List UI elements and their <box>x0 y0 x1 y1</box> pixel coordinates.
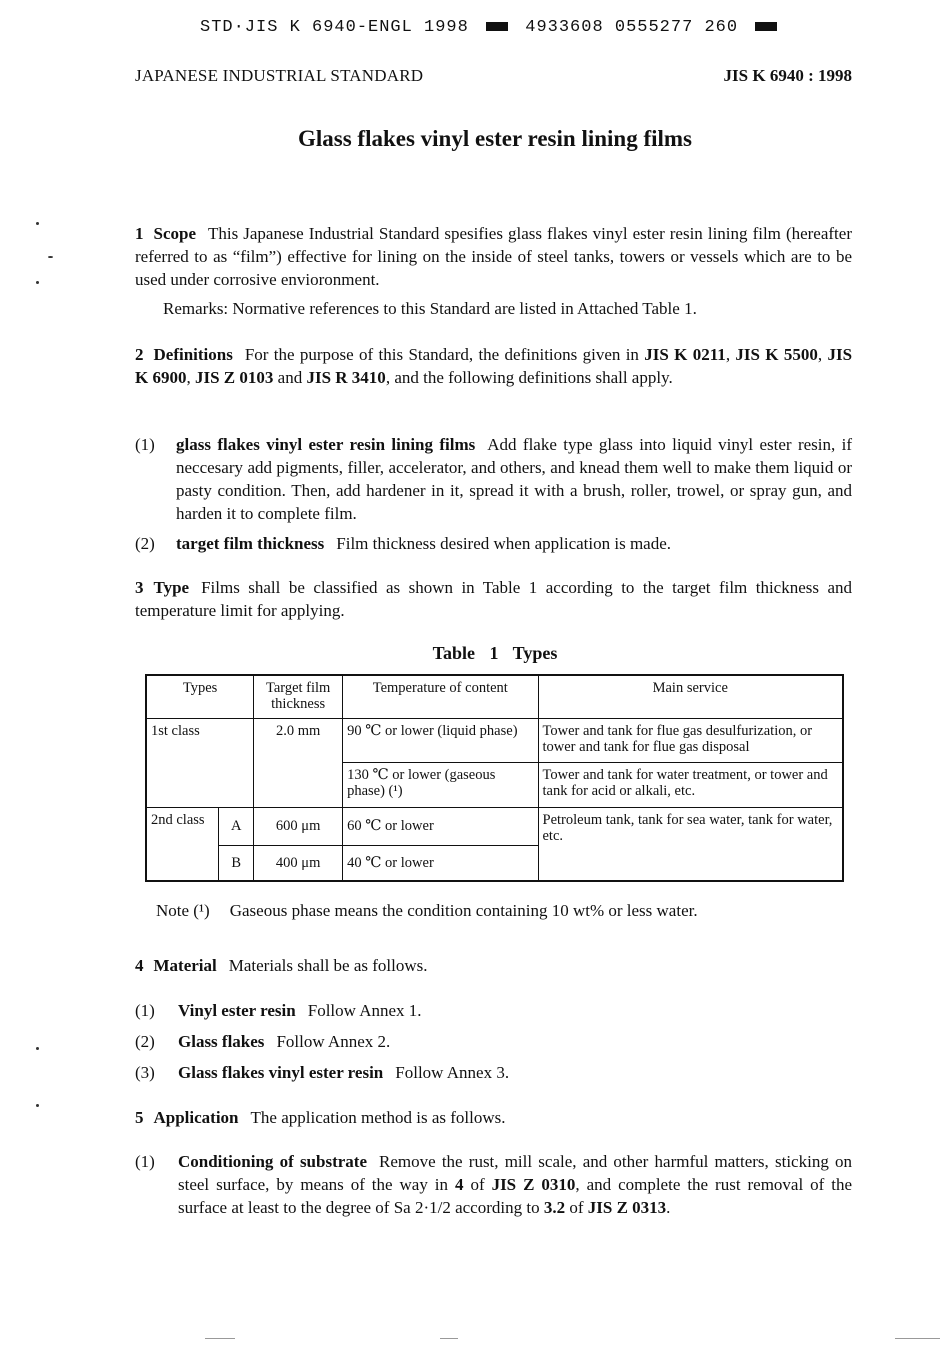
scan-speck <box>36 281 39 284</box>
section-heading: Definitions <box>153 345 233 364</box>
cell-thickness: 600 μm <box>254 807 343 845</box>
cell-subclass: A <box>219 807 254 845</box>
black-bar-icon <box>755 22 777 31</box>
scan-line <box>205 1338 235 1339</box>
material-term: Vinyl ester resin <box>178 1001 296 1020</box>
black-bar-icon <box>486 22 508 31</box>
item-label: (3) <box>135 1063 155 1082</box>
cell-service: Tower and tank for water treatment, or tower and tank for acid or alkali, etc. <box>538 762 843 807</box>
application-item <box>135 1150 852 1219</box>
document-code-line <box>200 18 800 37</box>
scan-line <box>440 1338 458 1339</box>
standard-number: JIS K 6940 : 1998 <box>723 66 852 85</box>
table-header-row <box>146 675 843 718</box>
item-label: (1) <box>135 1001 155 1020</box>
item-label: (1) <box>135 1152 155 1171</box>
item-label: (2) <box>135 1032 155 1051</box>
definition-text: Film thickness desired when application is made. <box>336 534 672 553</box>
section-number: 1 <box>135 224 144 243</box>
section-heading: Scope <box>153 224 196 243</box>
connector-of: of <box>569 1198 584 1217</box>
section-number: 4 <box>135 956 144 975</box>
material-item <box>135 1061 852 1084</box>
scan-line <box>895 1338 940 1339</box>
header-main-service: Main service <box>538 675 843 718</box>
separator: , <box>186 368 191 387</box>
material-text: Follow Annex 3. <box>395 1063 510 1082</box>
separator: , <box>725 345 731 364</box>
types-table <box>145 674 844 882</box>
connector-of: of <box>470 1175 485 1194</box>
reference-jis-k-5500: JIS K 5500 <box>735 345 818 364</box>
cell-temperature: 40 ℃ or lower <box>343 845 538 881</box>
definitions-text: For the purpose of this Standard, the definitions given in <box>244 345 639 364</box>
scan-speck <box>36 1104 39 1107</box>
material-paragraph <box>135 954 852 977</box>
type-paragraph <box>135 576 852 622</box>
conjunction: and <box>277 368 303 387</box>
section-heading: Application <box>153 1108 239 1127</box>
note-label: Note (¹) <box>156 901 210 920</box>
definition-term: target film thickness <box>176 534 325 553</box>
application-text: Remove the rust, mill scale, and other harmful matters, sticking on steel surface, by means of the way in <box>178 1152 852 1194</box>
scope-text: This Japanese Industrial Standard spesifies glass flakes vinyl ester resin lining film (hereafter referred to as “film”) effective for lining on the inside of steel tanks, towers or vessels which are to be used under corrosive envioronment. <box>135 224 852 289</box>
table-row <box>146 718 843 762</box>
reference-jis-k-6900: JIS K 6900 <box>135 345 853 387</box>
reference-clause-3-2: 3.2 <box>543 1198 566 1217</box>
type-text: Films shall be classified as shown in Table 1 according to the target film thickness and temperature limit for applying. <box>135 578 852 620</box>
document-barcode-number: 4933608 0555277 260 <box>525 18 739 37</box>
cell-temperature: 90 ℃ or lower (liquid phase) <box>343 718 538 762</box>
cell-service: Petroleum tank, tank for sea water, tank for water, etc. <box>538 807 843 881</box>
separator: , <box>817 345 823 364</box>
cell-class: 1st class <box>146 718 254 807</box>
reference-jis-k-0211: JIS K 0211 <box>644 345 726 364</box>
definition-item <box>135 433 852 525</box>
sentence-end: . <box>666 1198 671 1217</box>
material-item <box>135 1030 852 1053</box>
document-code: STD·JIS K 6940-ENGL 1998 <box>200 18 469 37</box>
standard-label: JAPANESE INDUSTRIAL STANDARD <box>135 66 424 85</box>
cell-temperature: 60 ℃ or lower <box>343 807 538 845</box>
scan-speck <box>36 222 39 225</box>
material-term: Glass flakes vinyl ester resin <box>178 1063 384 1082</box>
cell-service: Tower and tank for flue gas desulfurization, or tower and tank for flue gas disposal <box>538 718 843 762</box>
cell-subclass: B <box>219 845 254 881</box>
scope-remark: Remarks: Normative references to this Standard are listed in Attached Table 1. <box>163 299 697 318</box>
cell-temperature: 130 ℃ or lower (gaseous phase) (¹) <box>343 762 538 807</box>
reference-clause-4: 4 <box>454 1175 464 1194</box>
item-label: (2) <box>135 534 155 553</box>
material-item <box>135 999 852 1022</box>
cell-thickness: 400 μm <box>254 845 343 881</box>
material-term: Glass flakes <box>178 1032 265 1051</box>
section-heading: Material <box>153 956 217 975</box>
reference-jis-r-3410: JIS R 3410 <box>306 368 386 387</box>
definitions-paragraph <box>135 343 852 389</box>
section-number: 3 <box>135 578 144 597</box>
cell-thickness: 2.0 mm <box>254 718 343 807</box>
table-note <box>156 901 698 921</box>
material-text: Follow Annex 1. <box>307 1001 422 1020</box>
header-temperature: Temperature of content <box>343 675 538 718</box>
scope-paragraph <box>135 222 852 291</box>
section-heading: Type <box>153 578 190 597</box>
definitions-text-end: , and the following definitions shall apply. <box>385 368 673 387</box>
application-text: The application method is as follows. <box>250 1108 506 1127</box>
header-types: Types <box>146 675 254 718</box>
definition-text: Add flake type glass into liquid vinyl ester resin, if neccesary add pigments, filler, accelerator, and others, and knead them well to make them liquid or pasty condition. Then, add hardener in it, spread it with a brush, roller, trowel, or spray gun, and harden it to complete film. <box>176 435 852 523</box>
note-text: Gaseous phase means the condition containing 10 wt% or less water. <box>229 901 698 920</box>
material-text: Materials shall be as follows. <box>228 956 428 975</box>
definition-item <box>135 532 852 555</box>
cell-class: 2nd class <box>146 807 219 881</box>
scan-speck <box>36 1047 39 1050</box>
application-term: Conditioning of substrate <box>178 1152 367 1171</box>
reference-jis-z-0310: JIS Z 0310 <box>491 1175 576 1194</box>
reference-jis-z-0103: JIS Z 0103 <box>194 368 274 387</box>
section-number: 5 <box>135 1108 144 1127</box>
definition-term: glass flakes vinyl ester resin lining films <box>176 435 476 454</box>
application-text-cont: , and complete the rust removal of the surface at least to the degree of Sa 2·1/2 according to <box>178 1175 853 1217</box>
section-number: 2 <box>135 345 144 364</box>
application-paragraph <box>135 1106 852 1129</box>
page-title: Glass flakes vinyl ester resin lining films <box>297 126 692 151</box>
table-row <box>146 807 843 845</box>
material-text: Follow Annex 2. <box>276 1032 391 1051</box>
reference-jis-z-0313: JIS Z 0313 <box>587 1198 667 1217</box>
item-label: (1) <box>135 435 155 454</box>
table-caption: Table 1 Types <box>432 643 558 663</box>
header-target-thickness: Target film thickness <box>254 675 343 718</box>
scan-speck <box>48 256 53 258</box>
